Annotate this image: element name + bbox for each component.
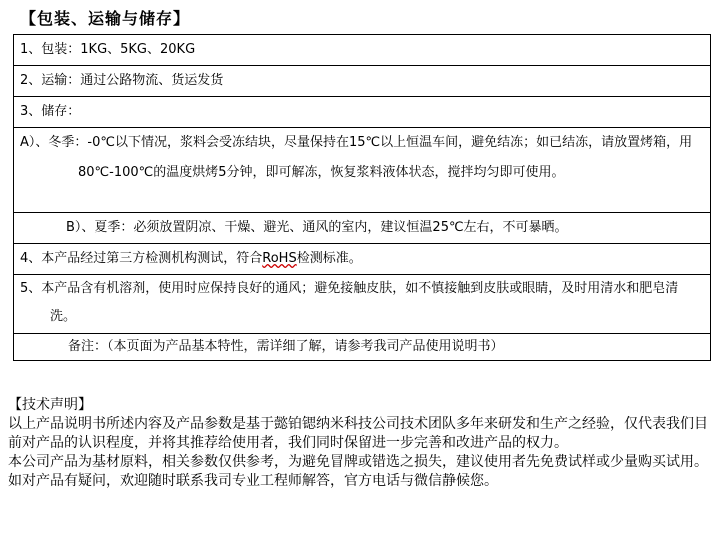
row-summer: B）、夏季：必须放置阴凉、干燥、避光、通风的室内，建议恒温25℃左右，不可暴晒。: [14, 213, 711, 244]
row-packaging: 1、包装：1KG、5KG、20KG: [14, 35, 711, 66]
tech-paragraph-2: 本公司产品为基材原料，相关参数仅供参考，为避免冒牌或错选之损失，建议使用者先免费试样或少量购买试用。如对产品有疑问，欢迎随时联系我司专业工程师解答，官方电话与微信静候您。: [8, 454, 708, 489]
rohs-term: RoHS: [262, 251, 297, 266]
row-storage: 3、储存：: [14, 97, 711, 128]
row-winter: A）、冬季：-0℃以下情况，浆料会受冻结块，尽量保持在15℃以上恒温车间，避免结冻；如已结冻，请放置烤箱，用80℃-100℃的温度烘烤5分钟，即可解冻，恢复浆料液体状态，搅拌均匀即可使用。: [14, 128, 711, 213]
rohs-text-before: 4、本产品经过第三方检测机构测试，符合: [20, 251, 263, 266]
row-solvent: 5、本产品含有机溶剂，使用时应保持良好的通风；避免接触皮肤，如不慎接触到皮肤或眼睛，及时用清水和肥皂清洗。: [14, 275, 711, 334]
rohs-text-after: 检测标准。: [296, 251, 362, 266]
tech-title: 【技术声明】: [8, 397, 92, 413]
row-rohs: [14, 244, 711, 275]
spec-table: [13, 34, 711, 361]
tech-paragraph-1: 以上产品说明书所述内容及产品参数是基于懿铂锶纳米科技公司技术团队多年来研发和生产之经验，仅代表我们目前对产品的认识程度，并将其推荐给使用者，我们同时保留进一步完善和改进产品的权力。: [8, 416, 708, 451]
row-note: 备注：（本页面为产品基本特性，需详细了解，请参考我司产品使用说明书）: [14, 334, 711, 361]
tech-statement: [8, 396, 712, 491]
section-title: 【包装、运输与储存】: [20, 9, 191, 28]
row-transport: 2、运输：通过公路物流、货运发货: [14, 66, 711, 97]
